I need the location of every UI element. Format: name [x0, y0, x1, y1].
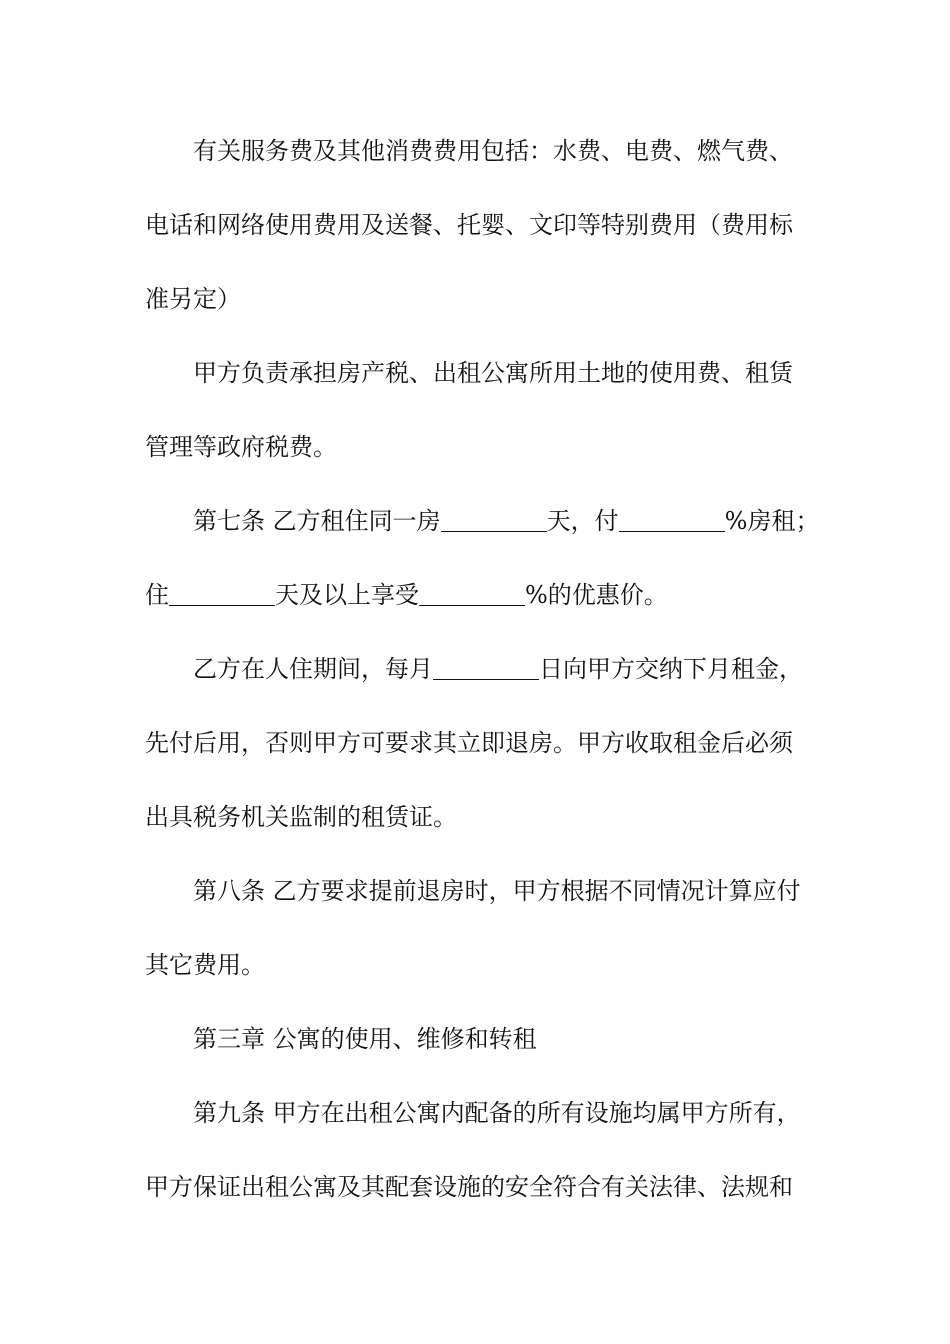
article-9-line-2: 甲方保证出租公寓及其配套设施的安全符合有关法律、法规和	[145, 1173, 793, 1201]
paragraph-fees-line-3: 准另定）	[145, 285, 241, 313]
paragraph-taxes-line-1: 甲方负责承担房产税、出租公寓所用土地的使用费、租赁	[193, 359, 793, 387]
blank-percent-field[interactable]	[619, 507, 725, 532]
article-7-line-2	[145, 577, 810, 614]
paragraph-fees-line-1: 有关服务费及其他消费费用包括：水费、电费、燃气费、	[193, 137, 793, 165]
article-7-line-1	[145, 503, 820, 540]
blank-payment-day-field[interactable]	[433, 655, 539, 680]
article-7-text-5: 天及以上享受	[275, 581, 419, 609]
document-body	[145, 133, 820, 1243]
blank-min-days-field[interactable]	[169, 581, 275, 606]
paragraph-fees-line-2: 电话和网络使用费用及送餐、托婴、文印等特别费用（费用标	[145, 211, 793, 239]
article-9-line-1: 第九条 甲方在出租公寓内配备的所有设施均属甲方所有，	[193, 1099, 801, 1127]
rent-text-1: 乙方在人住期间，每月	[193, 655, 433, 683]
chapter-3-heading: 第三章 公寓的使用、维修和转租	[193, 1025, 537, 1053]
article-7-text-4: 住	[145, 581, 169, 609]
article-7-text-6: %的优惠价。	[525, 581, 668, 609]
blank-discount-field[interactable]	[419, 581, 525, 606]
rent-paragraph-line-3: 出具税务机关监制的租赁证。	[145, 803, 457, 831]
rent-paragraph-line-1	[145, 651, 810, 688]
article-8-line-2: 其它费用。	[145, 951, 265, 979]
paragraph-taxes-line-2: 管理等政府税费。	[145, 433, 337, 461]
article-7-text-1: 第七条 乙方租住同一房	[193, 507, 441, 535]
blank-days-field[interactable]	[441, 507, 547, 532]
rent-paragraph-line-2: 先付后用，否则甲方可要求其立即退房。甲方收取租金后必须	[145, 729, 793, 757]
rent-text-2: 日向甲方交纳下月租金，	[539, 655, 803, 683]
article-7-text-3: %房租；	[724, 507, 820, 535]
article-7-text-2: 天，付	[546, 507, 619, 535]
article-8-line-1: 第八条 乙方要求提前退房时，甲方根据不同情况计算应付	[193, 877, 801, 905]
